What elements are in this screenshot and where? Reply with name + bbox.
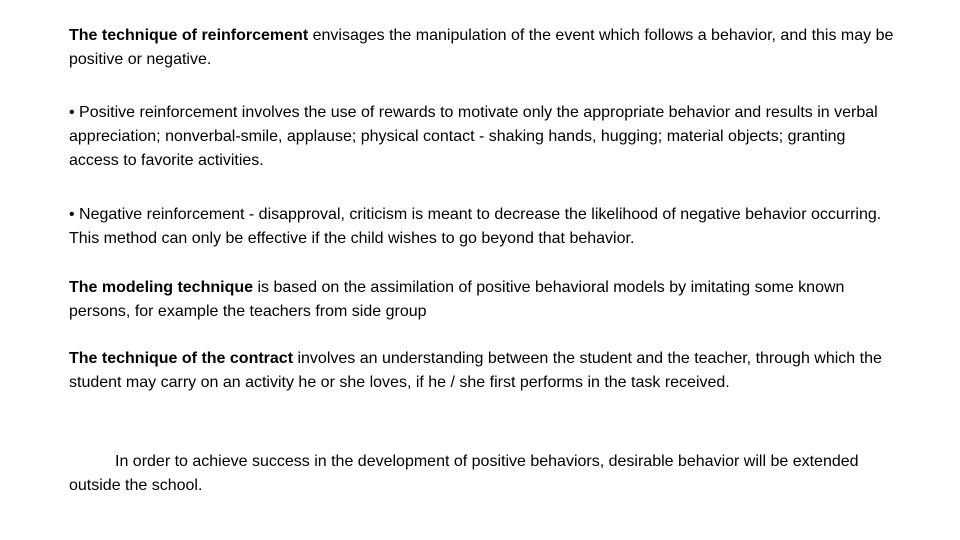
paragraph-reinforcement <box>69 24 899 72</box>
paragraph-negative-reinforcement <box>69 203 899 251</box>
paragraph-positive-reinforcement <box>69 101 899 173</box>
text-negative-reinforcement: • Negative reinforcement - disapproval, criticism is meant to decrease the likelihood of negative behavior occurring. This method can only be effective if the child wishes to go beyond that behavior. <box>69 206 882 247</box>
heading-contract: The technique of the contract <box>69 350 294 367</box>
paragraph-contract <box>69 347 899 395</box>
text-conclusion: In order to achieve success in the development of positive behaviors, desirable behavior will be extended outside the school. <box>69 453 859 494</box>
paragraph-conclusion <box>69 450 899 498</box>
text-contract: involves an understanding between the student and the teacher, through which the student may carry on an activity he or she loves, if he / she first performs in the task received. <box>69 350 882 391</box>
heading-modeling: The modeling technique <box>69 279 254 296</box>
paragraph-modeling <box>69 276 899 324</box>
text-positive-reinforcement: • Positive reinforcement involves the use of rewards to motivate only the appropriate behavior and results in verbal appreciation; nonverbal-smile, applause; physical contact - shaking hands, hugging; material objects; granting access to favorite activities. <box>69 104 878 169</box>
heading-reinforcement: The technique of reinforcement <box>69 27 309 44</box>
text-reinforcement: envisages the manipulation of the event which follows a behavior, and this may be positive or negative. <box>69 27 894 68</box>
text-modeling: is based on the assimilation of positive behavioral models by imitating some known persons, for example the teachers from side group <box>69 279 845 320</box>
